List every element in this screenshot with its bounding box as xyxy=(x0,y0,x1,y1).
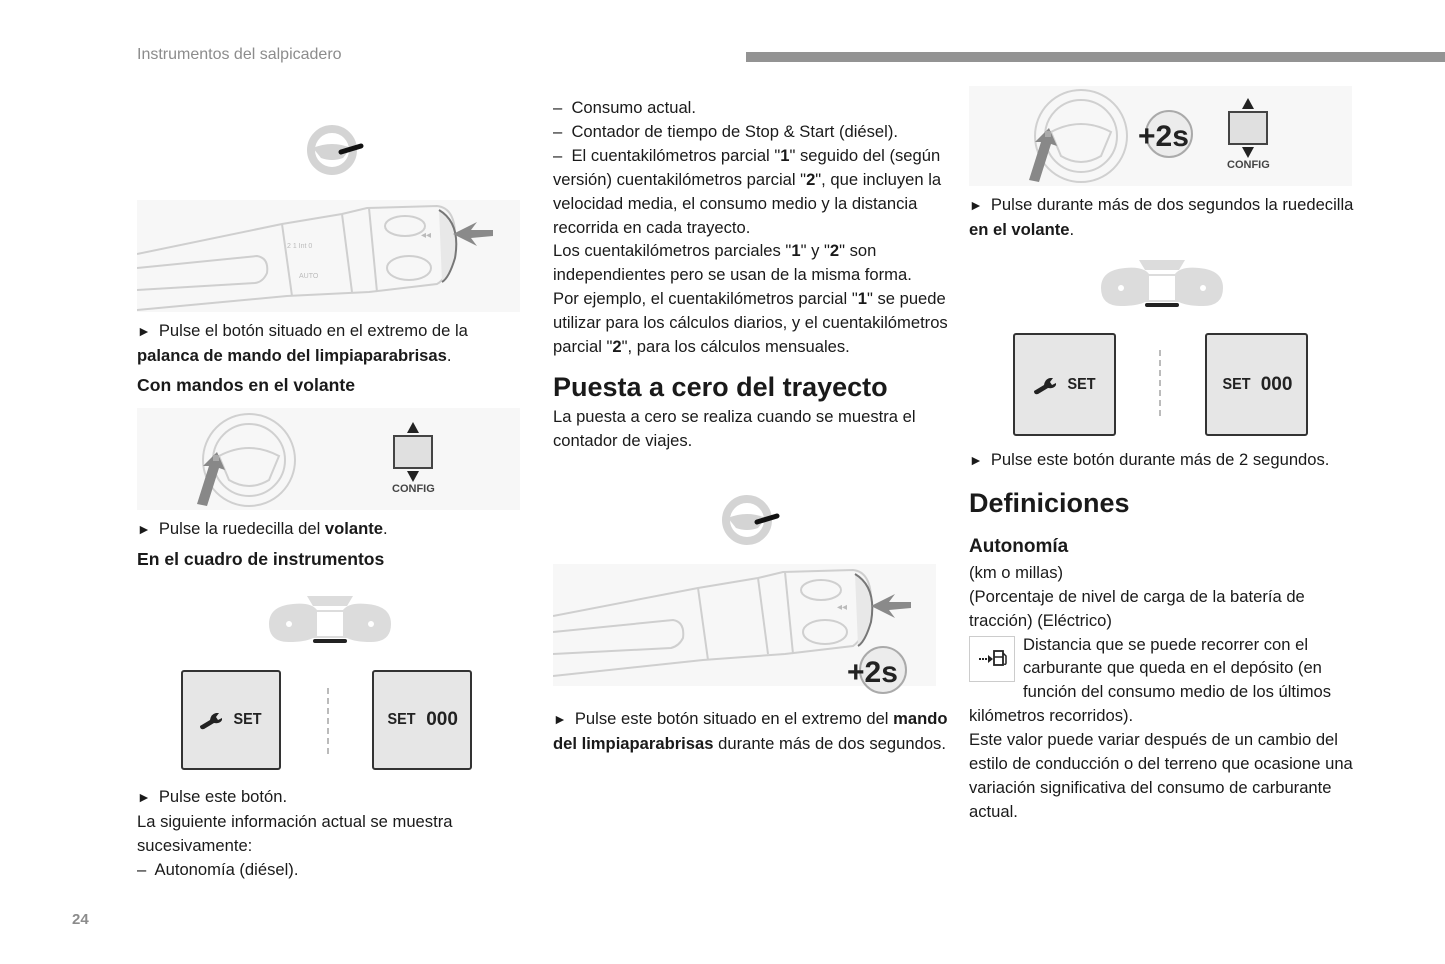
thumbwheel-square xyxy=(393,435,433,469)
list-item: – Autonomía (diésel). xyxy=(137,859,299,879)
instrument-cluster-icon xyxy=(267,592,393,644)
step-press-stalk-end: ► Pulse el botón situado en el extremo de la palanca de mando del limpiaparabrisas. xyxy=(137,321,468,365)
step-press-thumbwheel: ► Pulse la ruedecilla del volante. xyxy=(137,517,532,542)
svg-text:+2s: +2s xyxy=(1138,120,1189,153)
step-press-stalk-2s: ► Pulse este botón situado en el extremo del mando del limpiaparabrisas durante más de dos segundos. xyxy=(553,709,948,753)
svg-text:◂◂: ◂◂ xyxy=(421,230,432,241)
config-thumbwheel xyxy=(1227,98,1270,171)
electric-note: (Porcentaje de nivel de carga de la batería de tracción) (Eléctrico) xyxy=(969,586,1305,630)
list-item: – Contador de tiempo de Stop & Start (diésel). xyxy=(553,121,898,141)
page-number: 24 xyxy=(72,911,89,928)
subheading-steering-controls: Con mandos en el volante xyxy=(137,374,356,395)
steering-wheel-icon xyxy=(726,499,777,541)
fuel-range-icon xyxy=(969,636,1015,682)
steering-wheel-2s-config-illustration xyxy=(969,86,1352,186)
separator xyxy=(1159,350,1161,416)
arrow-up-icon xyxy=(407,422,419,433)
bullet-arrow-icon: ► xyxy=(969,452,983,468)
list-item: – El cuentakilómetros parcial "1" seguido del (según versión) cuentakilómetros parcial "2", que incluyen la velocidad media, el consumo medio y la distancia recorrida en cada trayecto. xyxy=(553,145,942,237)
bullet-arrow-icon: ► xyxy=(137,789,151,805)
variation-note: Este valor puede variar después de un cambio del estilo de conducción o del terreno que ocasione una variación significativa del consumo de carburante actual. xyxy=(969,730,1353,821)
trip-reset-intro: La puesta a cero se realiza cuando se muestra el contador de viajes. xyxy=(553,406,916,450)
steering-wheel-icon xyxy=(311,129,361,171)
config-thumbwheel xyxy=(392,422,435,495)
config-label: CONFIG xyxy=(392,483,435,495)
arrow-down-icon xyxy=(407,471,419,482)
paragraph-example: Por ejemplo, el cuentakilómetros parcial "1" se puede utilizar para los cálculos diarios, y el cuentakilómetros parcial "2", para los cálculos mensuales. xyxy=(553,289,948,357)
step-press-button-2s: ► Pulse este botón durante más de 2 segundos. xyxy=(969,448,1364,473)
list-item: – Consumo actual. xyxy=(553,98,696,117)
plus-2-seconds-badge xyxy=(1138,111,1192,157)
bullet-arrow-icon: ► xyxy=(969,197,983,213)
set-000-display: SET 000 xyxy=(1205,333,1308,436)
separator xyxy=(327,688,329,754)
set-button[interactable]: SET xyxy=(181,670,281,770)
svg-text:AUTO: AUTO xyxy=(299,273,319,280)
wrench-icon xyxy=(198,710,224,730)
range-units: (km o millas) xyxy=(969,562,1064,582)
set-button[interactable]: SET xyxy=(1013,333,1116,436)
thumbwheel-square xyxy=(1228,111,1268,145)
config-label: CONFIG xyxy=(1227,159,1270,171)
step-press-thumbwheel-2s: ► Pulse durante más de dos segundos la ruedecilla en el volante. xyxy=(969,195,1354,239)
range-description: Distancia que se puede recorrer con el carburante que queda en el depósito (en función del consumo medio de los últimos kilómetros recorridos). xyxy=(969,634,1332,726)
paragraph-trip-counters: Los cuentakilómetros parciales "1" y "2" son independientes pero se usan de la misma forma. xyxy=(553,241,912,285)
arrow-up-icon xyxy=(1242,98,1254,109)
wrench-icon xyxy=(1032,375,1058,395)
wiper-stalk-2s-illustration xyxy=(553,488,936,698)
info-intro: La siguiente información actual se muestra sucesivamente: xyxy=(137,811,453,855)
section-title: Instrumentos del salpicadero xyxy=(137,46,342,63)
arrow-down-icon xyxy=(1242,147,1254,158)
heading-definitions: Definiciones xyxy=(969,487,1130,518)
set-000-display: SET 000 xyxy=(372,670,472,770)
instrument-cluster-icon xyxy=(1099,256,1225,308)
svg-text:+2s: +2s xyxy=(847,656,898,689)
heading-trip-reset: Puesta a cero del trayecto xyxy=(553,371,888,402)
step-press-button: ► Pulse este botón. xyxy=(137,785,532,810)
subheading-range: Autonomía xyxy=(969,535,1069,557)
steering-wheel-config-illustration xyxy=(137,408,520,510)
svg-text:◂◂: ◂◂ xyxy=(837,602,848,613)
wiper-stalk-illustration xyxy=(137,118,520,313)
bullet-arrow-icon: ► xyxy=(137,521,151,537)
bullet-arrow-icon: ► xyxy=(553,711,567,727)
svg-text:2 1 Int 0: 2 1 Int 0 xyxy=(287,243,313,250)
header-accent-bar xyxy=(746,52,1445,62)
subheading-instrument-panel: En el cuadro de instrumentos xyxy=(137,548,385,569)
bullet-arrow-icon: ► xyxy=(137,323,151,339)
